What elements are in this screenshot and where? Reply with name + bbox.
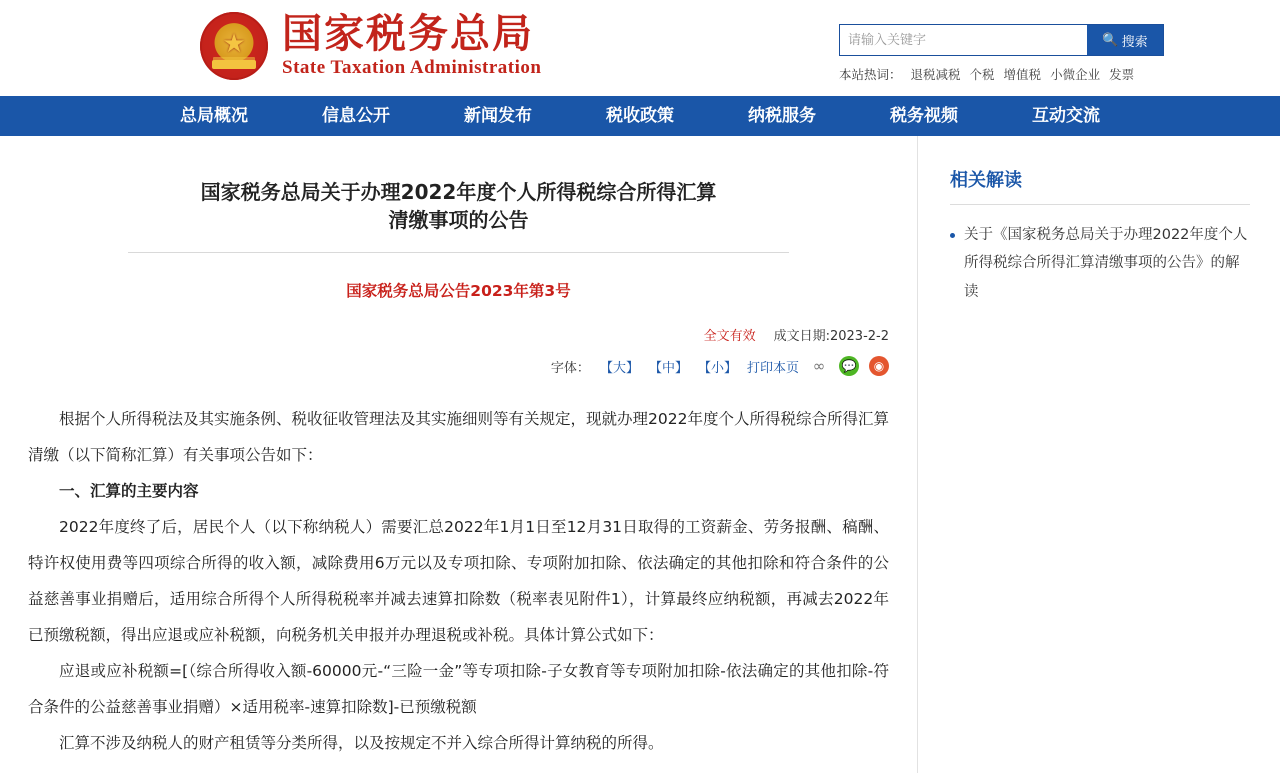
- nav-item-6[interactable]: 互动交流: [1032, 106, 1100, 126]
- list-item[interactable]: [950, 221, 1250, 306]
- search-box[interactable]: [839, 24, 1164, 56]
- hotwords-label: 本站热词：: [839, 67, 902, 82]
- hotword-link-2[interactable]: 增值税: [1003, 67, 1042, 82]
- search-button[interactable]: [1087, 25, 1163, 55]
- search-area: [839, 24, 1164, 83]
- nav-item-0[interactable]: 总局概况: [180, 106, 248, 126]
- font-size-medium[interactable]: 【中】: [648, 360, 688, 376]
- document-date: 成文日期:2023-2-2: [773, 329, 889, 344]
- nav-item-5[interactable]: 税务视频: [890, 106, 958, 126]
- weibo-icon[interactable]: ◉: [869, 356, 889, 376]
- hotword-link-1[interactable]: 个税: [969, 67, 995, 82]
- document-number: 国家税务总局公告2023年第3号: [346, 282, 571, 300]
- sidebar: [918, 136, 1280, 773]
- main-nav: [0, 96, 1280, 136]
- hotword-link-3[interactable]: 小微企业: [1050, 67, 1101, 82]
- article-paragraph-4: 汇算不涉及纳税人的财产租赁等分类所得，以及按规定不并入综合所得计算纳税的所得。: [59, 733, 664, 752]
- nav-item-4[interactable]: 纳税服务: [748, 106, 816, 126]
- font-size-label: 字体：: [550, 360, 590, 376]
- article-paragraph-0: 根据个人所得税法及其实施条例、税收征收管理法及其实施细则等有关规定，现就办理2022年度个人所得税综合所得汇算清缴（以下简称汇算）有关事项公告如下：: [28, 410, 889, 464]
- font-size-large[interactable]: 【大】: [599, 360, 639, 376]
- search-button-label: 搜索: [1121, 34, 1148, 50]
- nav-item-3[interactable]: 税收政策: [606, 106, 674, 126]
- national-emblem-icon: [200, 12, 268, 80]
- site-title-en: State Taxation Administration: [282, 57, 542, 78]
- document-tools: [28, 356, 889, 376]
- site-logo[interactable]: [200, 12, 541, 80]
- related-list: [950, 221, 1250, 306]
- wechat-icon[interactable]: 💬: [839, 356, 859, 376]
- page-title: 国家税务总局关于办理2022年度个人所得税综合所得汇算清缴事项的公告: [128, 136, 789, 253]
- article-paragraph-1: 一、汇算的主要内容: [59, 481, 199, 500]
- print-page-link[interactable]: 打印本页: [746, 360, 799, 376]
- font-size-small[interactable]: 【小】: [697, 360, 737, 376]
- share-icon[interactable]: ∞: [812, 357, 826, 375]
- document-meta: [28, 325, 889, 344]
- search-input[interactable]: [840, 25, 1087, 55]
- search-icon: 🔍: [1102, 32, 1119, 48]
- nav-item-1[interactable]: 信息公开: [322, 106, 390, 126]
- nav-item-2[interactable]: 新闻发布: [464, 106, 532, 126]
- hotword-link-4[interactable]: 发票: [1109, 67, 1135, 82]
- validity-badge: 全文有效: [703, 329, 756, 344]
- article-body: [28, 402, 889, 762]
- hotwords-row: [839, 65, 1164, 83]
- site-header: [0, 0, 1280, 96]
- article-paragraph-3: 应退或应补税额=[（综合所得收入额-60000元-“三险一金”等专项扣除-子女教育等专项附加扣除-依法确定的其他扣除-符合条件的公益慈善事业捐赠）×适用税率-速算扣除数]-已预缴税额: [28, 661, 889, 716]
- article-column: [0, 136, 918, 773]
- hotword-link-0[interactable]: 退税减税: [910, 67, 961, 82]
- site-title-zh: 国家税务总局: [282, 11, 534, 57]
- sidebar-title: 相关解读: [950, 166, 1250, 205]
- page-body: [0, 136, 1280, 773]
- article-paragraph-2: 2022年度终了后，居民个人（以下称纳税人）需要汇总2022年1月1日至12月31日取得的工资薪金、劳务报酬、稿酬、特许权使用费等四项综合所得的收入额，减除费用6万元以及专项扣除、专项附加扣除、依法确定的其他扣除和符合条件的公益慈善事业捐赠后，适用综合所得个人所得税税率并减去速算扣除数（税率表见附件1），计算最终应纳税额，再减去2022年已预缴税额，得出应退或应补税额，向税务机关申报并办理退税或补税。具体计算公式如下：: [28, 517, 889, 644]
- related-link-0: 关于《国家税务总局关于办理2022年度个人所得税综合所得汇算清缴事项的公告》的解读: [964, 227, 1248, 300]
